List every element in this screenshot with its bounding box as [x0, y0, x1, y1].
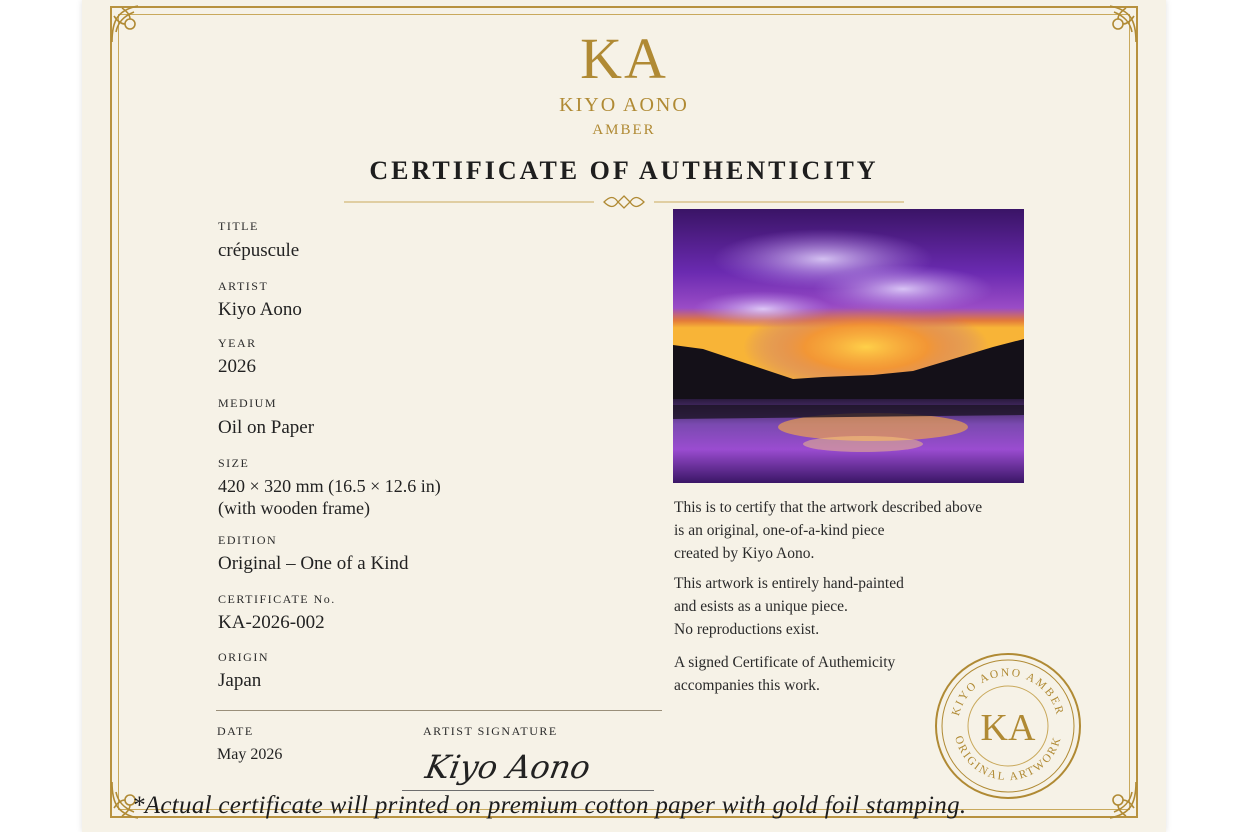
- artist-signature: Kiyo Aono: [422, 748, 594, 786]
- year-label: YEAR: [218, 336, 257, 350]
- statement-line: is an original, one-of-a-kind piece: [674, 522, 885, 539]
- certificate-no-label: CERTIFICATE No.: [218, 592, 336, 606]
- statement-paragraph-2: [674, 572, 1034, 641]
- signature-line: [402, 790, 654, 791]
- statement-line: This is to certify that the artwork described above: [674, 499, 983, 516]
- certificate-no-value: KA-2026-002: [218, 612, 325, 633]
- seal-monogram: KA: [980, 707, 1036, 749]
- seal-ring-bottom: ORIGINAL ARTWORK: [952, 734, 1064, 784]
- footnote: *Actual certificate will printed on premium cotton paper with gold foil stamping.: [132, 792, 967, 819]
- signoff-divider: [216, 710, 662, 711]
- statement-paragraph-1: [674, 496, 1034, 565]
- statement-line: A signed Certificate of Authemicity: [674, 654, 896, 671]
- statement-line: created by Kiyo Aono.: [674, 545, 815, 562]
- size-label: SIZE: [218, 456, 250, 470]
- year-value: 2026: [218, 356, 256, 377]
- certificate-title: CERTIFICATE OF AUTHENTICITY: [369, 156, 879, 185]
- seal-ring-top: KIYO AONO AMBER: [950, 666, 1066, 718]
- date-label: DATE: [217, 724, 254, 738]
- edition-value: Original – One of a Kind: [218, 553, 409, 574]
- artwork-image: [673, 209, 1024, 483]
- signature-label: ARTIST SIGNATURE: [423, 724, 558, 738]
- title-value: crépuscule: [218, 240, 300, 261]
- origin-value: Japan: [218, 670, 262, 691]
- artist-value: Kiyo Aono: [218, 299, 302, 320]
- gold-seal-icon: [930, 648, 1086, 804]
- statement-line: This artwork is entirely hand-painted: [674, 575, 904, 592]
- brand-name: KIYO AONO: [559, 94, 689, 116]
- statement-line: and esists as a unique piece.: [674, 598, 848, 615]
- origin-label: ORIGIN: [218, 650, 269, 664]
- title-label: TITLE: [218, 219, 259, 233]
- statement-line: No reproductions exist.: [674, 621, 820, 638]
- size-value: 420 × 320 mm (16.5 × 12.6 in): [218, 476, 441, 496]
- edition-label: EDITION: [218, 533, 278, 547]
- size-note: (with wooden frame): [218, 498, 370, 518]
- medium-label: MEDIUM: [218, 396, 277, 410]
- date-value: May 2026: [217, 746, 283, 763]
- artist-label: ARTIST: [218, 279, 269, 293]
- statement-line: accompanies this work.: [674, 677, 820, 694]
- brand-monogram: KA: [580, 26, 668, 91]
- brand-subtitle: AMBER: [592, 122, 656, 138]
- medium-value: Oil on Paper: [218, 417, 315, 438]
